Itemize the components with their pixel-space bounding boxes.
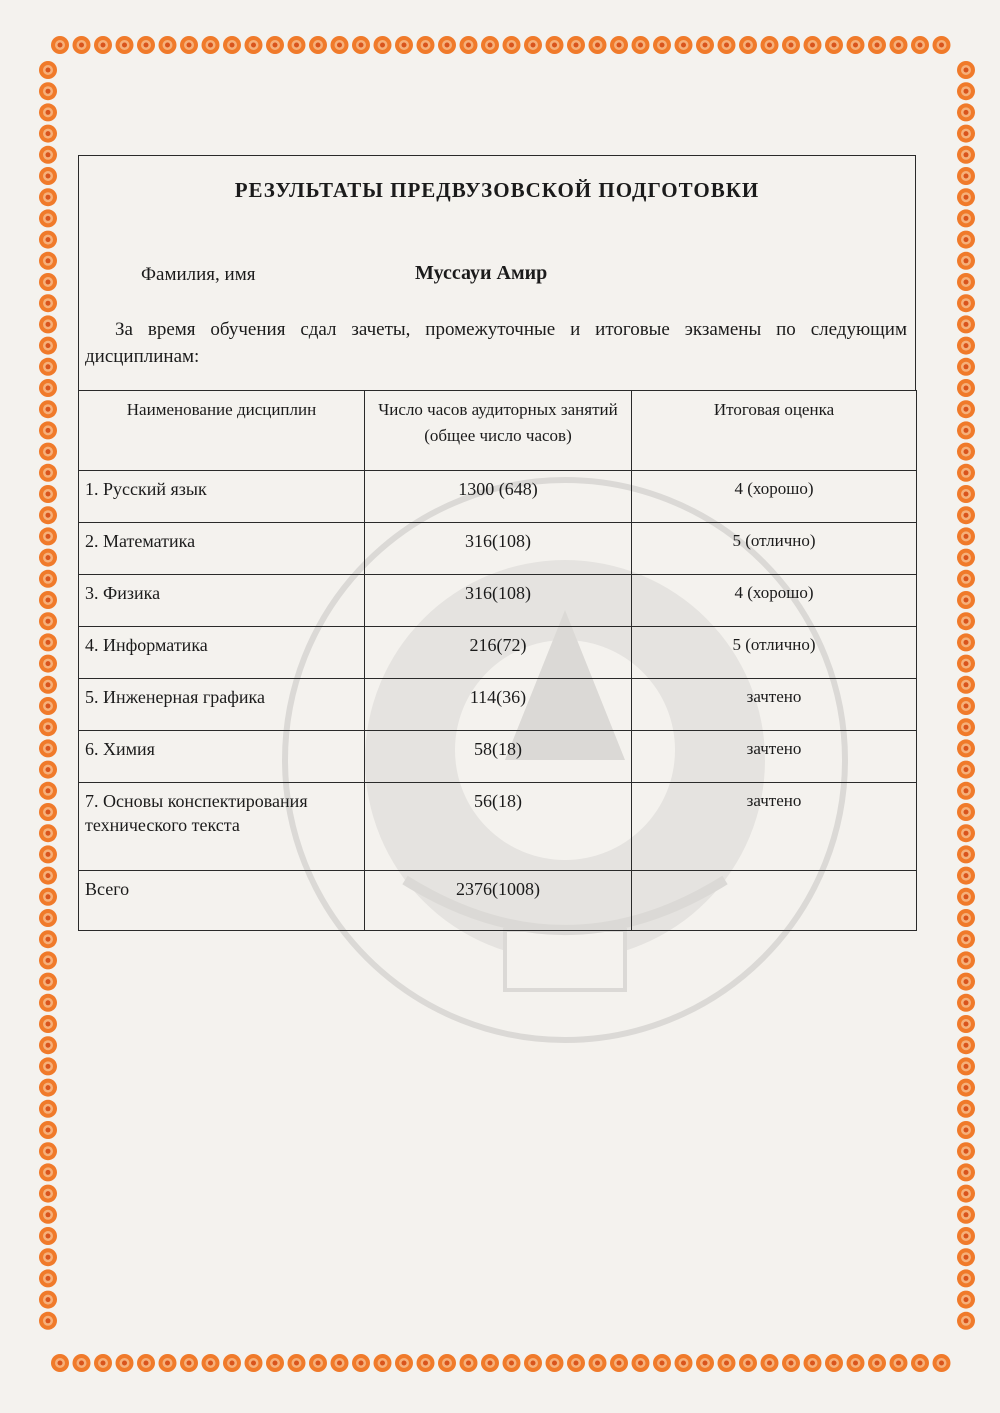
border-ornament (39, 103, 57, 121)
border-ornament (933, 1354, 951, 1372)
header-hours: Число часов аудиторных занятий (общее число часов) (365, 391, 632, 471)
border-ornament (39, 633, 57, 651)
border-ornament (957, 1248, 975, 1266)
border-ornament (39, 655, 57, 673)
border-ornament (39, 146, 57, 164)
border-ornament (94, 1354, 112, 1372)
border-ornament (589, 36, 607, 54)
border-ornament (957, 125, 975, 143)
border-ornament (180, 1354, 198, 1372)
border-ornament (957, 485, 975, 503)
border-ornament (610, 36, 628, 54)
border-ornament (223, 1354, 241, 1372)
border-ornament (39, 782, 57, 800)
border-ornament (957, 527, 975, 545)
hours-cell: 56(18) (365, 783, 632, 871)
border-ornament (39, 464, 57, 482)
border-ornament (417, 1354, 435, 1372)
border-ornament (632, 36, 650, 54)
border-ornament (524, 1354, 542, 1372)
table-row (79, 679, 917, 731)
hours-cell: 1300 (648) (365, 471, 632, 523)
border-ornament (417, 36, 435, 54)
border-ornament (39, 294, 57, 312)
border-ornament (957, 1163, 975, 1181)
border-ornament (39, 867, 57, 885)
border-ornament (957, 803, 975, 821)
border-ornament (804, 1354, 822, 1372)
hours-cell: 58(18) (365, 731, 632, 783)
border-ornament (957, 845, 975, 863)
border-ornament (266, 1354, 284, 1372)
border-ornament (39, 739, 57, 757)
border-ornament (39, 570, 57, 588)
border-ornament (39, 1227, 57, 1245)
border-ornament (39, 125, 57, 143)
border-ornament (957, 400, 975, 418)
border-ornament (39, 1248, 57, 1266)
border-ornament (675, 1354, 693, 1372)
border-ornament (460, 1354, 478, 1372)
border-ornament (352, 1354, 370, 1372)
border-ornament (39, 1015, 57, 1033)
border-ornament (804, 36, 822, 54)
border-ornament (957, 1291, 975, 1309)
border-ornament (51, 1354, 69, 1372)
document-title: РЕЗУЛЬТАТЫ ПРЕДВУЗОВСКОЙ ПОДГОТОВКИ (234, 178, 760, 202)
border-ornament (957, 315, 975, 333)
name-label: Фамилия, имя (141, 264, 256, 285)
border-ornament (438, 36, 456, 54)
border-ornament (39, 1312, 57, 1330)
border-ornament (957, 61, 975, 79)
border-ornament (957, 103, 975, 121)
table-row (79, 627, 917, 679)
border-ornament (39, 951, 57, 969)
border-ornament (202, 1354, 220, 1372)
border-ornament (567, 1354, 585, 1372)
border-ornament (39, 1291, 57, 1309)
border-ornament (39, 443, 57, 461)
border-ornament (137, 36, 155, 54)
grade-cell: 5 (отлично) (632, 523, 917, 575)
border-ornament (39, 485, 57, 503)
border-ornament (957, 676, 975, 694)
border-ornament (374, 36, 392, 54)
table-row (79, 783, 917, 871)
border-ornament (39, 337, 57, 355)
border-ornament (39, 506, 57, 524)
border-ornament (957, 633, 975, 651)
total-grade (632, 871, 917, 931)
border-ornament (957, 1057, 975, 1075)
border-ornament (847, 36, 865, 54)
grade-cell: 4 (хорошо) (632, 575, 917, 627)
border-ornament (957, 1036, 975, 1054)
border-ornament (39, 591, 57, 609)
total-hours: 2376(1008) (365, 871, 632, 931)
intro-text: За время обучения сдал зачеты, промежуточные и итоговые экзамены по следующим дисциплинам: (85, 319, 907, 367)
grades-table (78, 390, 917, 931)
border-ornament (868, 1354, 886, 1372)
border-ornament (696, 1354, 714, 1372)
border-ornament (116, 36, 134, 54)
border-ornament (374, 1354, 392, 1372)
border-ornament (39, 400, 57, 418)
border-ornament (957, 379, 975, 397)
border-ornament (438, 1354, 456, 1372)
border-ornament (159, 1354, 177, 1372)
subject-cell: 2. Математика (79, 523, 365, 575)
border-ornament (957, 718, 975, 736)
subject-cell: 1. Русский язык (79, 471, 365, 523)
border-ornament (39, 1036, 57, 1054)
border-ornament (39, 421, 57, 439)
border-ornament (957, 1079, 975, 1097)
border-ornament (51, 36, 69, 54)
hours-cell: 216(72) (365, 627, 632, 679)
border-ornament (503, 36, 521, 54)
border-ornament (957, 421, 975, 439)
border-ornament (957, 167, 975, 185)
border-ornament (331, 36, 349, 54)
subject-cell: 3. Физика (79, 575, 365, 627)
grade-cell: 5 (отлично) (632, 627, 917, 679)
table-row (79, 523, 917, 575)
border-ornament (39, 697, 57, 715)
total-row (79, 871, 917, 931)
border-ornament (39, 994, 57, 1012)
header-grade: Итоговая оценка (632, 391, 917, 471)
border-ornament (331, 1354, 349, 1372)
border-ornament (653, 36, 671, 54)
border-ornament (957, 273, 975, 291)
grade-cell: зачтено (632, 783, 917, 871)
border-ornament (825, 36, 843, 54)
border-ornament (718, 36, 736, 54)
border-ornament (957, 612, 975, 630)
table-row (79, 731, 917, 783)
border-ornament (957, 761, 975, 779)
border-ornament (911, 36, 929, 54)
border-ornament (39, 845, 57, 863)
border-ornament (39, 1206, 57, 1224)
border-ornament (957, 464, 975, 482)
border-ornament (481, 36, 499, 54)
border-ornament (39, 1185, 57, 1203)
header-box (78, 155, 916, 390)
border-ornament (761, 36, 779, 54)
border-ornament (610, 1354, 628, 1372)
border-ornament (39, 718, 57, 736)
border-ornament (696, 36, 714, 54)
border-ornament (957, 951, 975, 969)
border-ornament (761, 1354, 779, 1372)
border-ornament (39, 549, 57, 567)
border-ornament (957, 1312, 975, 1330)
border-ornament (957, 1269, 975, 1287)
border-ornament (39, 1100, 57, 1118)
border-ornament (39, 930, 57, 948)
border-ornament (957, 1121, 975, 1139)
border-ornament (73, 1354, 91, 1372)
border-ornament (957, 824, 975, 842)
subject-cell: 7. Основы конспектирования технического текста (79, 783, 365, 871)
border-ornament (957, 188, 975, 206)
border-ornament (957, 231, 975, 249)
border-ornament (39, 527, 57, 545)
border-ornament (957, 930, 975, 948)
border-ornament (546, 36, 564, 54)
border-ornament (180, 36, 198, 54)
border-ornament (39, 188, 57, 206)
subject-cell: 4. Информатика (79, 627, 365, 679)
border-ornament (116, 1354, 134, 1372)
hours-cell: 114(36) (365, 679, 632, 731)
border-ornament (395, 36, 413, 54)
border-ornament (718, 1354, 736, 1372)
grade-cell: зачтено (632, 731, 917, 783)
border-ornament (911, 1354, 929, 1372)
border-ornament (957, 82, 975, 100)
border-ornament (39, 273, 57, 291)
border-ornament (957, 994, 975, 1012)
border-ornament (39, 1079, 57, 1097)
border-ornament (39, 252, 57, 270)
border-ornament (957, 294, 975, 312)
border-ornament (202, 36, 220, 54)
border-ornament (266, 36, 284, 54)
table-row (79, 575, 917, 627)
border-ornament (395, 1354, 413, 1372)
border-ornament (309, 1354, 327, 1372)
border-ornament (39, 167, 57, 185)
grade-cell: зачтено (632, 679, 917, 731)
border-ornament (957, 146, 975, 164)
border-ornament (589, 1354, 607, 1372)
border-ornament (39, 612, 57, 630)
border-ornament (245, 1354, 263, 1372)
border-ornament (288, 36, 306, 54)
border-ornament (847, 1354, 865, 1372)
border-ornament (288, 1354, 306, 1372)
border-ornament (890, 36, 908, 54)
border-ornament (39, 824, 57, 842)
border-ornament (957, 973, 975, 991)
border-ornament (957, 1227, 975, 1245)
border-ornament (957, 591, 975, 609)
border-ornament (39, 1163, 57, 1181)
border-ornament (94, 36, 112, 54)
border-ornament (957, 549, 975, 567)
border-ornament (957, 888, 975, 906)
border-ornament (957, 655, 975, 673)
border-ornament (223, 36, 241, 54)
border-ornament (39, 358, 57, 376)
border-ornament (39, 61, 57, 79)
table-header-row (79, 391, 917, 471)
border-ornament (957, 1142, 975, 1160)
border-ornament (39, 82, 57, 100)
border-ornament (957, 1100, 975, 1118)
hours-cell: 316(108) (365, 575, 632, 627)
border-ornament (957, 337, 975, 355)
border-ornament (39, 888, 57, 906)
border-ornament (739, 36, 757, 54)
border-ornament (933, 36, 951, 54)
border-ornament (957, 1206, 975, 1224)
border-ornament (890, 1354, 908, 1372)
border-ornament (957, 506, 975, 524)
border-ornament (159, 36, 177, 54)
border-ornament (957, 782, 975, 800)
border-ornament (137, 1354, 155, 1372)
border-ornament (957, 209, 975, 227)
border-ornament (868, 36, 886, 54)
border-ornament (39, 1269, 57, 1287)
border-ornament (39, 909, 57, 927)
border-ornament (957, 739, 975, 757)
border-ornament (352, 36, 370, 54)
border-ornament (739, 1354, 757, 1372)
grade-cell: 4 (хорошо) (632, 471, 917, 523)
border-ornament (675, 36, 693, 54)
border-ornament (460, 36, 478, 54)
border-ornament (957, 358, 975, 376)
total-label: Всего (79, 871, 365, 931)
border-ornament (957, 697, 975, 715)
border-ornament (632, 1354, 650, 1372)
border-ornament (39, 315, 57, 333)
subject-cell: 6. Химия (79, 731, 365, 783)
border-ornament (957, 252, 975, 270)
student-name: Муссауи Амир (415, 262, 548, 284)
hours-cell: 316(108) (365, 523, 632, 575)
border-ornament (39, 1142, 57, 1160)
border-ornament (957, 570, 975, 588)
border-ornament (782, 1354, 800, 1372)
border-ornament (481, 1354, 499, 1372)
border-ornament (524, 36, 542, 54)
border-ornament (782, 36, 800, 54)
border-ornament (546, 1354, 564, 1372)
border-ornament (309, 36, 327, 54)
border-ornament (39, 1121, 57, 1139)
border-ornament (957, 909, 975, 927)
border-ornament (39, 803, 57, 821)
border-ornament (73, 36, 91, 54)
border-ornament (957, 443, 975, 461)
border-ornament (503, 1354, 521, 1372)
border-ornament (567, 36, 585, 54)
border-ornament (39, 761, 57, 779)
border-ornament (39, 1057, 57, 1075)
border-ornament (39, 231, 57, 249)
border-ornament (825, 1354, 843, 1372)
border-ornament (39, 676, 57, 694)
border-ornament (653, 1354, 671, 1372)
subject-cell: 5. Инженерная графика (79, 679, 365, 731)
border-ornament (245, 36, 263, 54)
border-ornament (957, 1015, 975, 1033)
border-ornament (39, 209, 57, 227)
table-row (79, 471, 917, 523)
border-ornament (39, 973, 57, 991)
border-ornament (957, 1185, 975, 1203)
header-subject: Наименование дисциплин (79, 391, 365, 471)
border-ornament (957, 867, 975, 885)
border-ornament (39, 379, 57, 397)
